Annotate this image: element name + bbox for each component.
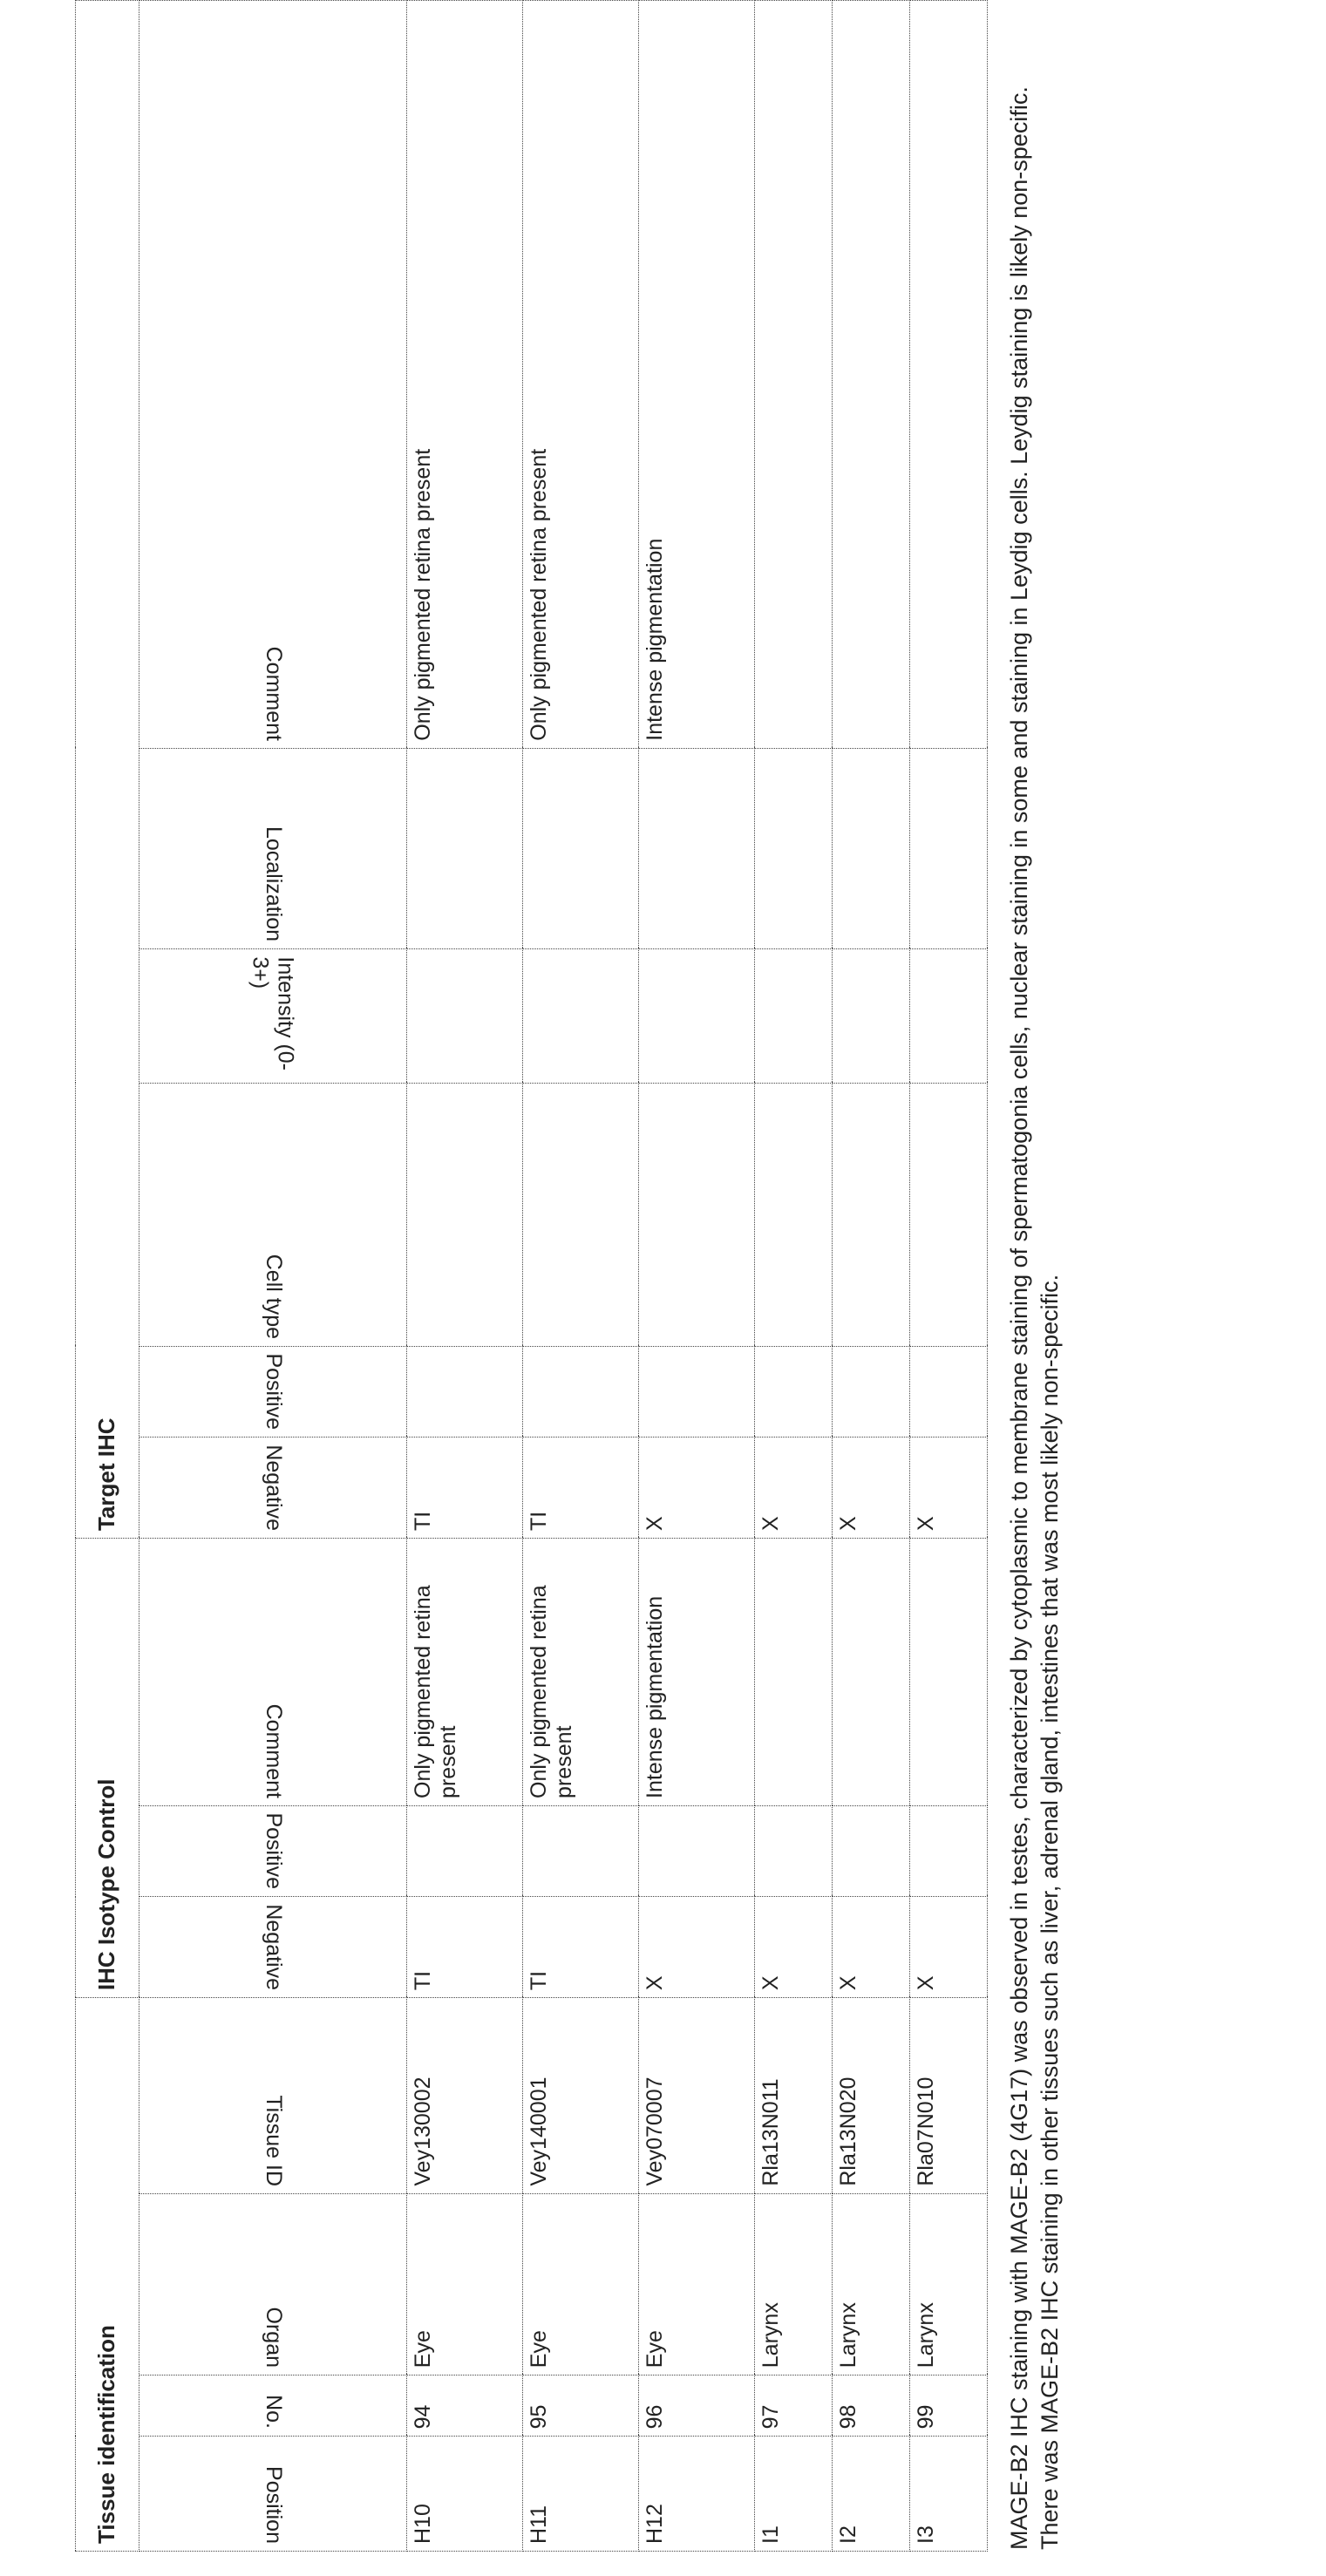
table-cell [910, 949, 988, 1084]
column-header [139, 2193, 407, 2375]
table-cell [910, 1805, 988, 1897]
table-cell [910, 1346, 988, 1438]
table-cell: Rla13N020 [833, 1998, 910, 2193]
table-cell: X [833, 1897, 910, 1998]
table-cell [833, 949, 910, 1084]
table-cell: I3 [910, 2437, 988, 2552]
table-cell: 97 [755, 2375, 833, 2437]
table-cell: Intense pigmentation [639, 1539, 755, 1806]
column-header-label: Position [261, 2466, 286, 2544]
table-cell [833, 1346, 910, 1438]
table-cell [833, 1805, 910, 1897]
column-header [139, 949, 407, 1084]
column-header [139, 1, 407, 749]
column-header-label: Negative [261, 1904, 286, 1990]
column-header-row [139, 1, 407, 2552]
table-cell [407, 1346, 523, 1438]
table-cell: X [833, 1438, 910, 1539]
table-cell: Larynx [833, 2193, 910, 2375]
table-cell [639, 949, 755, 1084]
table-cell: X [639, 1438, 755, 1539]
table-cell: X [639, 1897, 755, 1998]
table-cell: 94 [407, 2375, 523, 2437]
table-cell: 98 [833, 2375, 910, 2437]
table-cell: X [755, 1438, 833, 1539]
table-cell [910, 1083, 988, 1346]
table-cell [833, 748, 910, 949]
table-cell [910, 748, 988, 949]
table-cell [639, 1083, 755, 1346]
column-header-label: Intensity (0-3+) [248, 956, 298, 1076]
column-header [139, 1346, 407, 1438]
column-header [139, 1539, 407, 1806]
table-cell [407, 1083, 523, 1346]
table-cell: Rla13N011 [755, 1998, 833, 2193]
table-cell [833, 1083, 910, 1346]
table-cell: Only pigmented retina present [407, 1539, 523, 1806]
column-header [139, 2437, 407, 2552]
table-cell [639, 1805, 755, 1897]
column-header-label: Comment [261, 646, 286, 740]
table-row [833, 1, 910, 2552]
table-cell [833, 1539, 910, 1806]
table-cell [407, 1805, 523, 1897]
table-cell: Vey070007 [639, 1998, 755, 2193]
table-cell: Only pigmented retina present [523, 1539, 639, 1806]
table-cell: 95 [523, 2375, 639, 2437]
table-cell: I2 [833, 2437, 910, 2552]
table-body [407, 1, 988, 2552]
column-header [139, 1805, 407, 1897]
table-cell: H10 [407, 2437, 523, 2552]
table-cell [755, 1805, 833, 1897]
table-row [639, 1, 755, 2552]
table-cell [407, 949, 523, 1084]
table-cell: TI [407, 1897, 523, 1998]
column-header [139, 2375, 407, 2437]
table-cell: Larynx [755, 2193, 833, 2375]
table-cell: H12 [639, 2437, 755, 2552]
column-header-label: Positive [261, 1813, 286, 1890]
column-header-label: Localization [261, 826, 286, 941]
table-cell: TI [523, 1438, 639, 1539]
group-ihc-isotype-control: IHC Isotype Control [76, 1539, 139, 1998]
table-cell [755, 1539, 833, 1806]
table-cell [407, 748, 523, 949]
table-cell: Vey140001 [523, 1998, 639, 2193]
column-header [139, 1083, 407, 1346]
table-cell: 96 [639, 2375, 755, 2437]
column-header [139, 1897, 407, 1998]
table-cell [910, 1, 988, 749]
column-header-label: Organ [261, 2308, 286, 2368]
table-row [910, 1, 988, 2552]
table-row [407, 1, 523, 2552]
table-cell [833, 1, 910, 749]
column-header-label: Tissue ID [261, 2095, 286, 2186]
table-cell: Only pigmented retina present [407, 1, 523, 749]
table-cell [639, 748, 755, 949]
table-cell: Larynx [910, 2193, 988, 2375]
table-cell [755, 1, 833, 749]
table-cell: H11 [523, 2437, 639, 2552]
table-cell: Rla07N010 [910, 1998, 988, 2193]
table-cell: Eye [639, 2193, 755, 2375]
column-header [139, 748, 407, 949]
column-header-label: Positive [261, 1354, 286, 1431]
table-cell [523, 1805, 639, 1897]
table-cell: I1 [755, 2437, 833, 2552]
table-cell: Vey130002 [407, 1998, 523, 2193]
table-cell: TI [407, 1438, 523, 1539]
table-cell: Eye [407, 2193, 523, 2375]
table-cell [910, 1539, 988, 1806]
column-header-label: No. [261, 2396, 286, 2430]
group-tissue-identification: Tissue identification [76, 1998, 139, 2552]
table-cell [639, 1346, 755, 1438]
column-header-label: Cell type [261, 1254, 286, 1339]
table-cell [523, 1346, 639, 1438]
table-cell: Intense pigmentation [639, 1, 755, 749]
table-cell [755, 1083, 833, 1346]
table-row [755, 1, 833, 2552]
table-cell [755, 949, 833, 1084]
table-cell: 99 [910, 2375, 988, 2437]
table-cell: X [755, 1897, 833, 1998]
table-cell: TI [523, 1897, 639, 1998]
table-cell: Only pigmented retina present [523, 1, 639, 749]
table-cell [523, 1083, 639, 1346]
table-cell [523, 949, 639, 1084]
column-header-label: Comment [261, 1704, 286, 1798]
rotated-page [0, 0, 1326, 2576]
table-caption: MAGE-B2 IHC staining with MAGE-B2 (4G17) was observed in testes, characterized by cytoplasmic to membrane staining of spermatogonia cells, nuclear staining in some and staining in Leydig cells. Leydig staining is likely non-specific. There was MAGE-B2 IHC staining in other tissues such as liver, adrenal gland, intestines that was most likely non-specific. [1004, 48, 1065, 2550]
table-cell [755, 748, 833, 949]
ihc-results-table [75, 0, 988, 2552]
column-header [139, 1998, 407, 2193]
table-cell: X [910, 1897, 988, 1998]
table-cell: Eye [523, 2193, 639, 2375]
group-target-ihc: Target IHC [76, 1, 139, 1539]
table-cell [523, 748, 639, 949]
column-header-label: Negative [261, 1444, 286, 1531]
column-header [139, 1438, 407, 1539]
table-cell: X [910, 1438, 988, 1539]
table-cell [755, 1346, 833, 1438]
table-row [523, 1, 639, 2552]
group-header-row [76, 1, 139, 2552]
